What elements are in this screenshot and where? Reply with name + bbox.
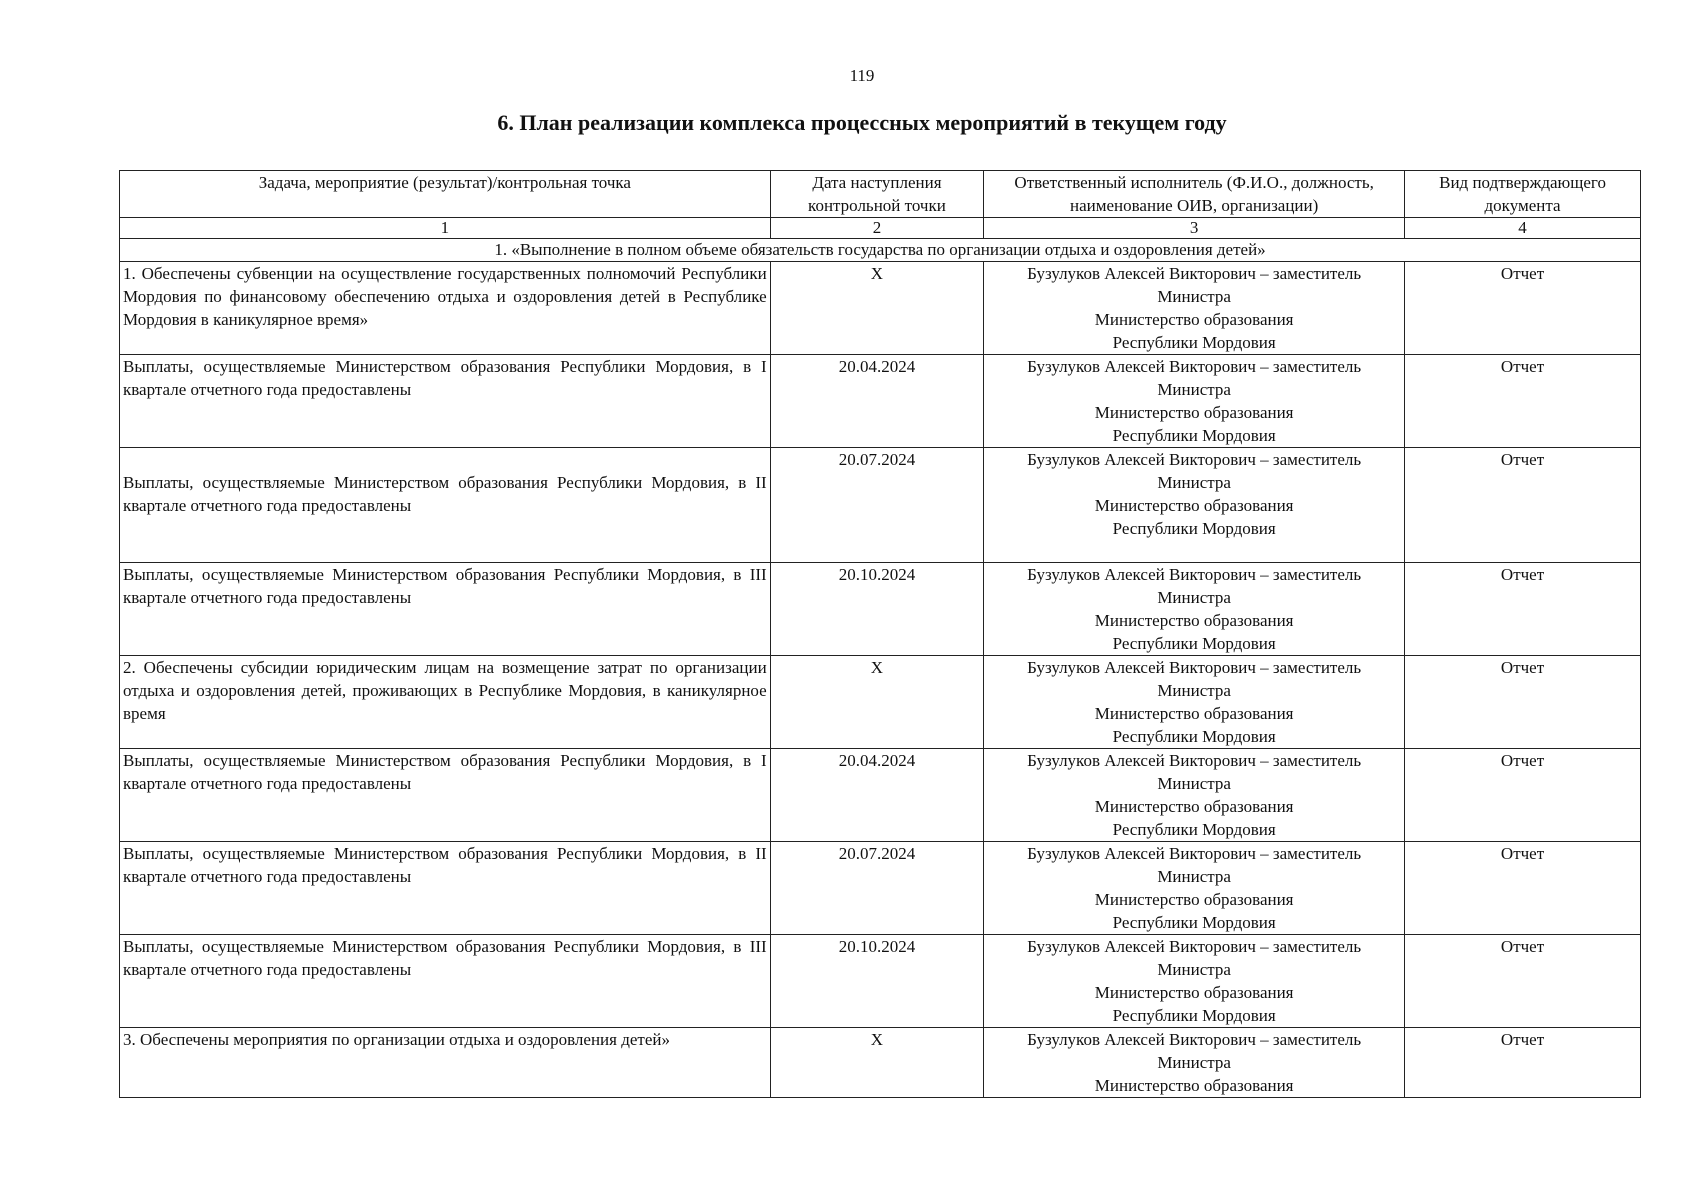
executor-line: Бузулуков Алексей Викторович – заместитель — [1027, 264, 1362, 283]
header-executor: Ответственный исполнитель (Ф.И.О., должность, наименование ОИВ, организации) — [984, 171, 1405, 218]
executor-cell — [984, 355, 1405, 448]
table-row — [120, 262, 1641, 355]
table-row — [120, 842, 1641, 935]
executor-line: Министерство образования — [1094, 1076, 1294, 1095]
executor-line: Бузулуков Алексей Викторович – заместитель — [1027, 937, 1362, 956]
date-cell: 20.04.2024 — [770, 355, 984, 448]
document-cell: Отчет — [1405, 656, 1641, 749]
table-row — [120, 656, 1641, 749]
executor-line: Республики Мордовия — [1112, 727, 1276, 746]
executor-line: Бузулуков Алексей Викторович – заместитель — [1027, 565, 1362, 584]
task-cell: Выплаты, осуществляемые Министерством образования Республики Мордовия, в I квартале отчетного года предоставлены — [120, 355, 771, 448]
table-row — [120, 749, 1641, 842]
date-cell: 20.10.2024 — [770, 935, 984, 1028]
executor-line: Бузулуков Алексей Викторович – заместитель — [1027, 751, 1362, 770]
column-number: 3 — [984, 218, 1405, 239]
executor-line: Министерство образования — [1094, 403, 1294, 422]
executor-line: Республики Мордовия — [1112, 913, 1276, 932]
table-header-row — [120, 171, 1641, 218]
executor-line: Республики Мордовия — [1112, 426, 1276, 445]
executor-cell — [984, 262, 1405, 355]
page-title: 6. План реализации комплекса процессных мероприятий в текущем году — [497, 110, 1227, 135]
executor-line: Министра — [1157, 380, 1231, 399]
executor-line: Министерство образования — [1094, 310, 1294, 329]
executor-line: Министерство образования — [1094, 890, 1294, 909]
header-date: Дата наступления контрольной точки — [770, 171, 984, 218]
document-cell: Отчет — [1405, 842, 1641, 935]
task-cell: Выплаты, осуществляемые Министерством образования Республики Мордовия, в III квартале отчетного года предоставлены — [120, 563, 771, 656]
executor-cell — [984, 563, 1405, 656]
executor-line: Бузулуков Алексей Викторович – заместитель — [1027, 357, 1362, 376]
executor-line: Министерство образования — [1094, 611, 1294, 630]
executor-line: Бузулуков Алексей Викторович – заместитель — [1027, 450, 1362, 469]
plan-table — [119, 170, 1641, 1098]
executor-line: Министра — [1157, 774, 1231, 793]
page-number: 119 — [849, 66, 875, 85]
document-cell: Отчет — [1405, 563, 1641, 656]
date-cell: X — [770, 262, 984, 355]
table-row — [120, 355, 1641, 448]
column-number: 4 — [1405, 218, 1641, 239]
date-cell: 20.07.2024 — [770, 448, 984, 563]
task-cell: Выплаты, осуществляемые Министерством образования Республики Мордовия, в I квартале отчетного года предоставлены — [120, 749, 771, 842]
executor-line: Республики Мордовия — [1112, 634, 1276, 653]
executor-line: Министра — [1157, 867, 1231, 886]
executor-line: Министерство образования — [1094, 983, 1294, 1002]
executor-line: Республики Мордовия — [1112, 519, 1276, 538]
executor-line: Министра — [1157, 681, 1231, 700]
header-task: Задача, мероприятие (результат)/контрольная точка — [120, 171, 771, 218]
task-cell: Выплаты, осуществляемые Министерством образования Республики Мордовия, в II квартале отчетного года предоставлены — [120, 448, 771, 563]
executor-cell — [984, 448, 1405, 563]
executor-cell — [984, 1028, 1405, 1098]
table-row — [120, 1028, 1641, 1098]
date-cell: 20.04.2024 — [770, 749, 984, 842]
executor-cell — [984, 656, 1405, 749]
executor-line: Министра — [1157, 1053, 1231, 1072]
section-title: 1. «Выполнение в полном объеме обязательств государства по организации отдыха и оздоровления детей» — [120, 239, 1641, 262]
date-cell: 20.10.2024 — [770, 563, 984, 656]
executor-line: Бузулуков Алексей Викторович – заместитель — [1027, 1030, 1362, 1049]
document-cell: Отчет — [1405, 749, 1641, 842]
executor-line: Министра — [1157, 473, 1231, 492]
executor-line: Министра — [1157, 960, 1231, 979]
date-cell: 20.07.2024 — [770, 842, 984, 935]
task-cell: Выплаты, осуществляемые Министерством образования Республики Мордовия, в II квартале отчетного года предоставлены — [120, 842, 771, 935]
column-number-row — [120, 218, 1641, 239]
executor-line: Министерство образования — [1094, 797, 1294, 816]
executor-line: Министерство образования — [1094, 496, 1294, 515]
executor-line: Бузулуков Алексей Викторович – заместитель — [1027, 844, 1362, 863]
document-cell: Отчет — [1405, 355, 1641, 448]
document-cell: Отчет — [1405, 448, 1641, 563]
table-row — [120, 448, 1641, 563]
column-number: 1 — [120, 218, 771, 239]
table-row — [120, 935, 1641, 1028]
document-cell: Отчет — [1405, 935, 1641, 1028]
executor-line: Министерство образования — [1094, 704, 1294, 723]
executor-cell — [984, 749, 1405, 842]
executor-line: Республики Мордовия — [1112, 820, 1276, 839]
executor-line: Республики Мордовия — [1112, 333, 1276, 352]
date-cell: X — [770, 1028, 984, 1098]
task-cell: Выплаты, осуществляемые Министерством образования Республики Мордовия, в III квартале отчетного года предоставлены — [120, 935, 771, 1028]
task-cell: 3. Обеспечены мероприятия по организации отдыха и оздоровления детей» — [120, 1028, 771, 1098]
date-cell: X — [770, 656, 984, 749]
executor-cell — [984, 935, 1405, 1028]
document-cell: Отчет — [1405, 262, 1641, 355]
task-cell: 2. Обеспечены субсидии юридическим лицам на возмещение затрат по организации отдыха и оздоровления детей, проживающих в Республике Мордовия, в каникулярное время — [120, 656, 771, 749]
executor-cell — [984, 842, 1405, 935]
executor-line: Республики Мордовия — [1112, 1006, 1276, 1025]
executor-line: Бузулуков Алексей Викторович – заместитель — [1027, 658, 1362, 677]
executor-line: Министра — [1157, 287, 1231, 306]
column-number: 2 — [770, 218, 984, 239]
section-row — [120, 239, 1641, 262]
task-cell: 1. Обеспечены субвенции на осуществление государственных полномочий Республики Мордовия по финансовому обеспечению отдыха и оздоровления детей в Республике Мордовия в каникулярное время» — [120, 262, 771, 355]
table-row — [120, 563, 1641, 656]
header-document: Вид подтверждающего документа — [1405, 171, 1641, 218]
document-cell: Отчет — [1405, 1028, 1641, 1098]
executor-line: Министра — [1157, 588, 1231, 607]
